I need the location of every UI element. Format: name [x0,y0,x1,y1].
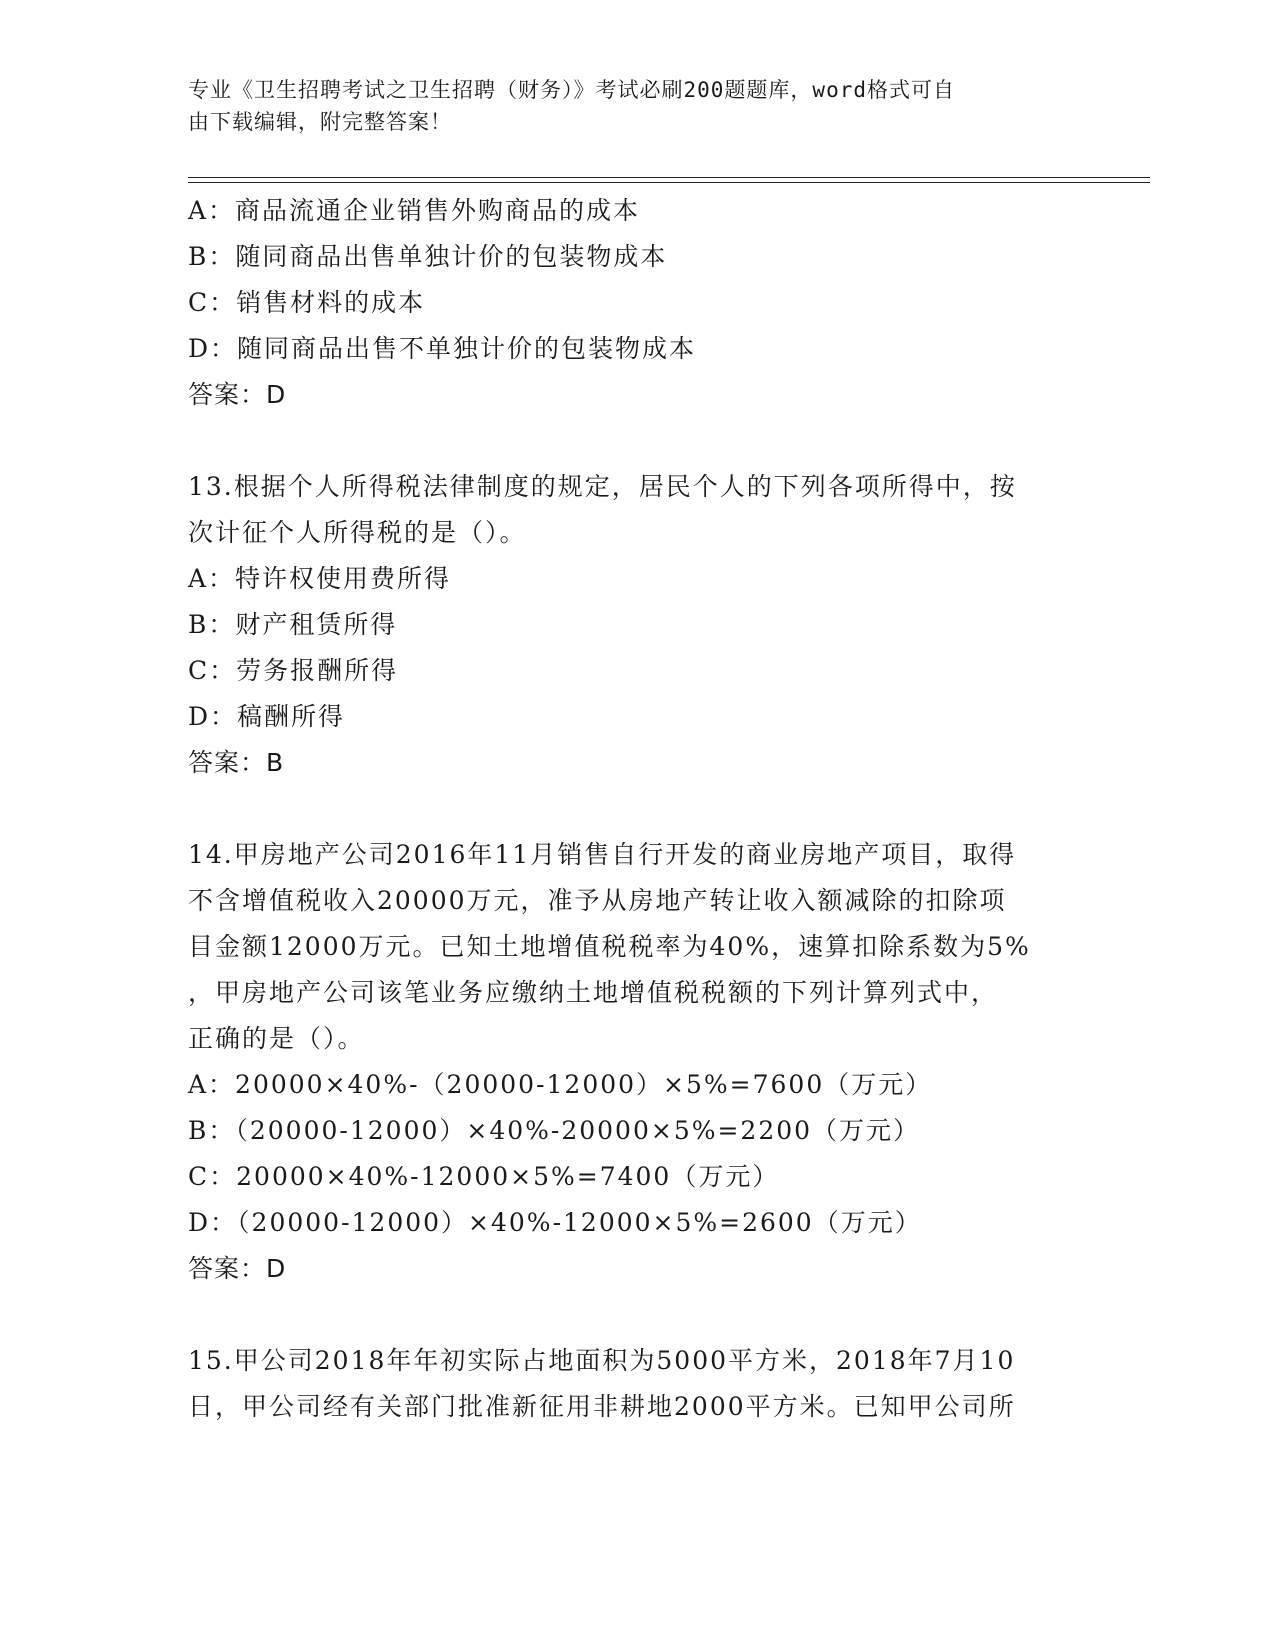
option-a: A：特许权使用费所得 [188,564,452,593]
question-stem-line: ，甲房地产公司该笔业务应缴纳土地增值税税额的下列计算列式中， [188,978,999,1007]
question-stem-line: 不含增值税收入20000万元，准予从房地产转让收入额减除的扣除项 [188,886,1007,915]
header-title-line-2: 由下载编辑，附完整答案！ [188,110,452,134]
question-stem-line: 次计征个人所得税的是（）。 [188,518,527,547]
answer: 答案：D [188,1254,287,1283]
question-list [188,188,1088,1430]
answer: 答案：D [188,380,287,409]
question-14 [188,832,1088,1292]
option-d: D：稿酬所得 [188,702,346,731]
option-b: B：财产租赁所得 [188,610,398,639]
question-stem-line: 日，甲公司经有关部门批准新征用非耕地2000平方米。已知甲公司所 [188,1392,1016,1421]
spacer [188,1292,1088,1338]
option-d: D：随同商品出售不单独计价的包装物成本 [188,334,697,363]
document-header [188,74,1068,138]
question-stem-line: 15.甲公司2018年年初实际占地面积为5000平方米，2018年7月10 [188,1346,1016,1375]
option-c: C：20000×40%-12000×5%=7400（万元） [188,1162,780,1191]
question-13 [188,464,1088,786]
question-stem-line: 13.根据个人所得税法律制度的规定，居民个人的下列各项所得中，按 [188,472,1017,501]
option-c: C：销售材料的成本 [188,288,426,317]
answer: 答案：B [188,748,285,777]
header-divider [188,177,1150,183]
question-stem-line: 目金额12000万元。已知土地增值税税率为40%，速算扣除系数为5% [188,932,1031,961]
question-stem-line: 14.甲房地产公司2016年11月销售自行开发的商业房地产项目，取得 [188,840,1017,869]
option-b: B：随同商品出售单独计价的包装物成本 [188,242,668,271]
question-12 [188,188,1088,418]
question-15 [188,1338,1088,1430]
option-a: A：商品流通企业销售外购商品的成本 [188,196,641,225]
option-c: C：劳务报酬所得 [188,656,399,685]
option-a: A：20000×40%-（20000-12000）×5%=7600（万元） [188,1070,933,1099]
question-stem-line: 正确的是（）。 [188,1024,365,1053]
spacer [188,786,1088,832]
spacer [188,418,1088,464]
option-d: D：（20000-12000）×40%-12000×5%=2600（万元） [188,1208,922,1237]
header-title-line-1: 专业《卫生招聘考试之卫生招聘（财务）》考试必刷200题题库，word格式可自 [188,78,955,102]
option-b: B：（20000-12000）×40%-20000×5%=2200（万元） [188,1116,921,1145]
